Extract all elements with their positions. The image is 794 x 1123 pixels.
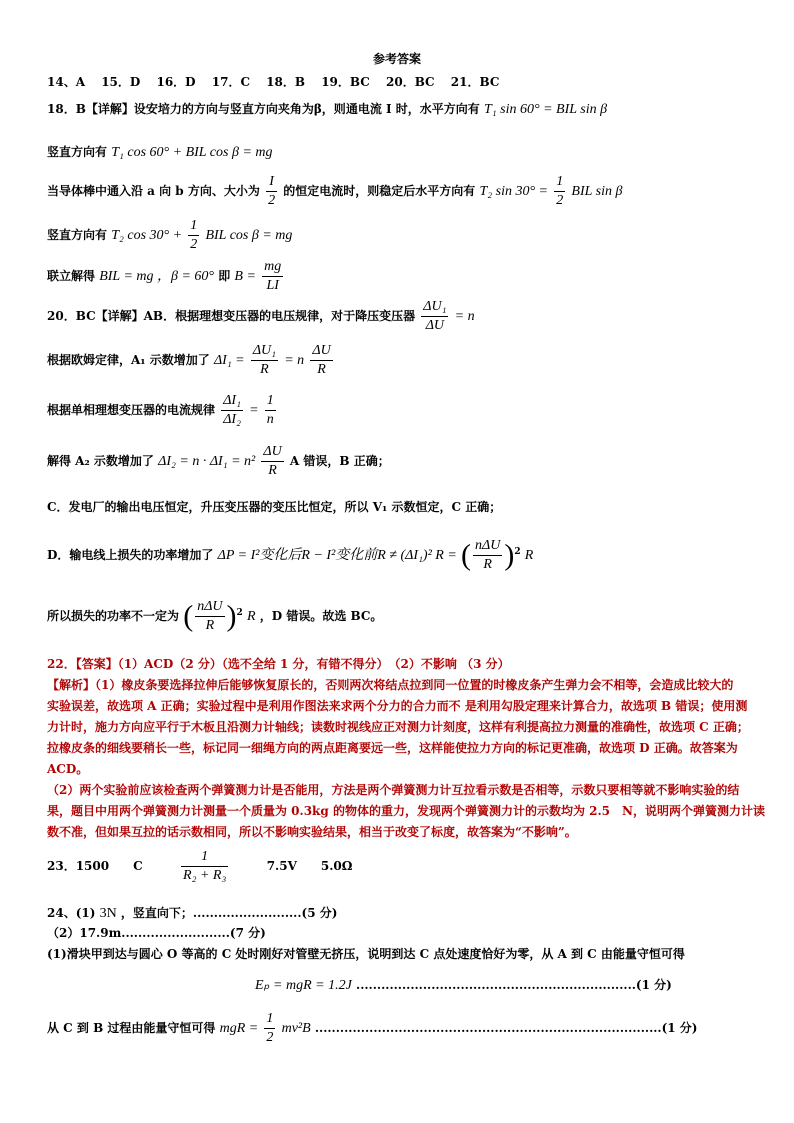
- q24-l5-text: 从 C 到 B 过程由能量守恒可得: [47, 1021, 216, 1035]
- q22-analysis-line-2: 实验误差，故选项 A 正确；实验过程中是利用作图法来求两个分力的合力而不 是利用勾股定理来计算合力，故选项 B 错误；使用测: [47, 699, 748, 713]
- q18-line-4: [47, 217, 292, 254]
- q22-analysis-line-3: 力计时，施力方向应平行于木板且沿测力计轴线；读数时视线应正对测力计刻度，这样有利提高拉力测量的准确性，故选项 C 正确；: [47, 720, 749, 734]
- q22-analysis-line-8: 数不准，但如果互拉的话示数相同，所以不影响实验结果，相当于改变了标度，故答案为“不影响”。: [47, 825, 577, 839]
- q20-l2-fraction-1: $\frac{\text{ΔU₁}}{R}$: [252, 343, 277, 377]
- q18-l3-text-b: 的恒定电流时，则稳定后水平方向有: [283, 184, 476, 198]
- answers-row: 14、A 15．D 16．D 17．C 18．B 19．BC 20．BC 21．BC: [47, 75, 500, 89]
- q18-l4-fraction: $\frac{1}{2}$: [190, 218, 198, 252]
- q18-line-1: [47, 100, 607, 118]
- q18-l2-text: 竖直方向有: [47, 145, 108, 159]
- q24-line-4: [255, 976, 672, 994]
- q20-l2-formula-b: = n: [284, 353, 305, 368]
- q24-l5-fraction: $\frac{1}{2}$: [266, 1011, 274, 1045]
- q20-line-4: [47, 443, 390, 480]
- q24-line-2: （2）17.9m..........................(7 分): [47, 926, 266, 940]
- q23-tail: 7.5V 5.0Ω: [266, 859, 353, 873]
- q20-l1-fraction: $\frac{\text{ΔU₁}}{\Delta U}$: [423, 299, 447, 333]
- q18-l2-formula: T₁ cos 60° + BIL cos β = mg: [111, 145, 273, 160]
- q18-l1-formula: T₁ sin 60° = BIL sin β: [483, 102, 608, 117]
- q23-label: 23．1500 C: [47, 859, 143, 873]
- q20-line-2: [47, 342, 335, 379]
- q20-l4-fraction: $\frac{\Delta U}{R}$: [263, 444, 282, 478]
- q18-l5-formula-a: BIL = mg ，β = 60°: [99, 269, 215, 284]
- q18-l5-fraction: $\frac{mg}{LI}$: [264, 259, 282, 293]
- q20-l4-text-b: A 错误，B 正确；: [289, 454, 390, 468]
- q20-l4-text-a: 解得 A₂ 示数增加了: [47, 454, 154, 468]
- q18-l4-text: 竖直方向有: [47, 228, 108, 242]
- q20-l6-formula: ΔP = I²变化后R − I²变化前R ≠ (ΔI₁)² R =: [217, 548, 457, 563]
- q24-l1-a: 24、(1): [47, 906, 96, 920]
- q18-line-3: [47, 173, 622, 210]
- q23-line: [47, 848, 352, 885]
- q20-l3-equals: =: [249, 403, 259, 418]
- q18-l5-text-b: 即: [218, 269, 231, 283]
- q18-line-5: [47, 258, 285, 295]
- q20-l7-text-b: ，D 错误。故选 BC。: [259, 609, 383, 623]
- q24-l5-dots: ...................................................................................(1 分): [314, 1021, 698, 1035]
- q18-l4-formula-b: BIL cos β = mg: [205, 228, 293, 243]
- q22-analysis-line-7: 果，题目中用两个弹簧测力计测量一个质量为 0.3kg 的物体的重力，发现两个弹簧测力计的示数均为 2.5 N，说明两个弹簧测力计读: [47, 804, 765, 818]
- q18-l4-formula-a: T₂ cos 30° +: [111, 228, 183, 243]
- q18-l5-text-a: 联立解得: [47, 269, 96, 283]
- q20-l7-fraction: $\frac{\text{nΔU}}{R}$: [197, 599, 223, 633]
- q20-line-3: [47, 392, 278, 429]
- q22-analysis-line-5: ACD。: [47, 762, 89, 776]
- q18-l3-fraction: $\frac{I}{2}$: [268, 174, 276, 208]
- q20-line-5: C．发电厂的输出电压恒定，升压变压器的变压比恒定，所以 V₁ 示数恒定，C 正确；: [47, 500, 502, 514]
- q20-line-7: 所以损失的功率不一定为 ( $\frac{\text{nΔU}}{R}$ )$^2$ R ，D 错误。故选 BC。: [47, 599, 383, 633]
- q20-l3-fraction: $\frac{\text{ΔI₁}}{\text{ΔI₂}}$: [223, 393, 241, 427]
- q24-line-5: [47, 1010, 697, 1047]
- q20-l7-tail: R: [246, 609, 256, 624]
- q24-line-1: [47, 904, 337, 922]
- q20-l1-tail: = n: [454, 309, 475, 324]
- q24-l4-formula: Eₚ = mgR = 1.2J: [255, 978, 352, 993]
- q18-l3-formula-b: BIL sin β: [571, 184, 623, 199]
- q22-analysis-line-6: （2）两个实验前应该检查两个弹簧测力计是否能用，方法是两个弹簧测力计互拉看示数是否相等，示数只要相等就不影响实验的结: [47, 783, 740, 797]
- q20-line-1: [47, 298, 475, 335]
- q20-l6-tail: R: [524, 548, 534, 563]
- q20-l6-fraction: $\frac{\text{nΔU}}{R}$: [474, 538, 501, 572]
- q22-answer-line: 22．【答案】（1）ACD（2 分）（选不全给 1 分，有错不得分） （2）不影响 （3 分）: [47, 657, 510, 671]
- q24-l5-formula-a: mgR =: [219, 1021, 259, 1036]
- q18-l3-text-a: 当导体棒中通入沿 a 向 b 方向、大小为: [47, 184, 260, 198]
- q24-l1-b: ，竖直向下；..........................(5 分): [120, 906, 338, 920]
- q20-l3-text: 根据单相理想变压器的电流规律: [47, 403, 216, 417]
- page-title: 参考答案: [372, 52, 421, 66]
- q24-l4-dots: ...................................................................(1 分): [356, 978, 672, 992]
- q20-l7-text-a: 所以损失的功率不一定为: [47, 609, 180, 623]
- q18-line-2: [47, 143, 273, 161]
- q24-l1-value: 3N: [99, 906, 117, 921]
- q20-l2-fraction-2: $\frac{\Delta U}{R}$: [312, 343, 331, 377]
- q20-l2-text: 根据欧姆定律，A₁ 示数增加了: [47, 353, 210, 367]
- q24-l5-formula-b: mv²B: [281, 1021, 311, 1036]
- q18-l3-fraction-2: $\frac{1}{2}$: [556, 174, 564, 208]
- q23-fraction: $\frac{1}{\text{R₂ + R₃}}$: [183, 849, 227, 883]
- q20-l3-fraction-2: $\frac{1}{n}$: [266, 393, 274, 427]
- q18-l5-formula-b: B =: [234, 269, 256, 284]
- q20-l2-formula-a: ΔI₁ =: [213, 353, 245, 368]
- q20-line-6: D．输电线上损失的功率增加了 ΔP = I²变化后R − I²变化前R ≠ (ΔI₁)² R = ( $\frac{\text{nΔU}}{R}$ )$^2$ R: [47, 538, 534, 572]
- q18-l1-text: 18．B【详解】设安培力的方向与竖直方向夹角为β，则通电流 I 时，水平方向有: [47, 102, 480, 116]
- q22-analysis-line-1: 【解析】（1）橡皮条要选择拉伸后能够恢复原长的，否则两次将结点拉到同一位置的时橡皮条产生弹力会不相等，会造成比较大的: [47, 678, 734, 692]
- q20-l1-text: 20．BC【详解】AB．根据理想变压器的电压规律，对于降压变压器: [47, 309, 416, 323]
- q24-line-3: (1)滑块甲到达与圆心 O 等高的 C 处时刚好对管壁无挤压，说明到达 C 点处速度恰好为零，从 A 到 C 由能量守恒可得: [47, 947, 685, 961]
- q22-analysis-line-4: 拉橡皮条的细线要稍长一些，标记同一细绳方向的两点距离要远一些，这样能使拉力方向的标记更准确，故选项 D 正确。故答案为: [47, 741, 738, 755]
- q20-l4-formula: ΔI₂ = n · ΔI₁ = n²: [158, 454, 256, 469]
- q20-l6-text: D．输电线上损失的功率增加了: [47, 548, 214, 562]
- q18-l3-formula-a: T₂ sin 30° =: [479, 184, 549, 199]
